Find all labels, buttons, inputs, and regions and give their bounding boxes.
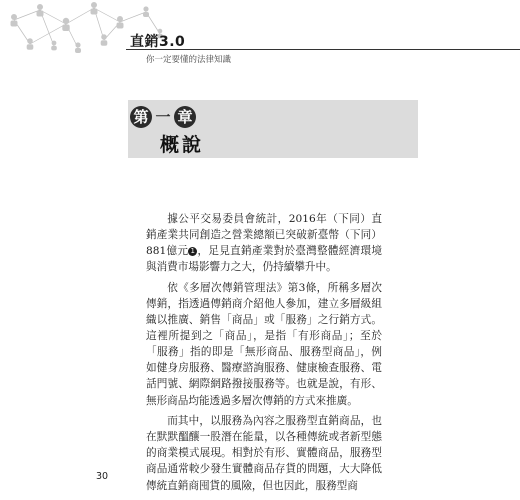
chapter-badge-char: 一: [155, 108, 171, 126]
header-rule: [126, 49, 520, 50]
body-text: [146, 211, 382, 498]
chapter-badge: [130, 104, 200, 132]
series-title: 直銷3.0: [130, 34, 186, 50]
network-people-decoration: [0, 0, 175, 60]
paragraph-text: 依《多層次傳銷管理法》第3條，所稱多層次傳銷，指透過傳銷商介紹他人參加，建立多層級組織以推廣、銷售「商品」或「服務」之行銷方式。這裡所提到之「商品」，是指「有形商品」；至於「服務」指的即是「無形商品、服務型商品」，例如健身房服務、醫療諮詢服務、健康檢查服務、電話門號、網際網路撥接服務等。也就是說，有形、無形商品均能透過多層次傳銷的方式來推廣。: [146, 281, 382, 407]
paragraph-text: 而其中，以服務為內容之服務型直銷商品，也在默默醞釀一股潛在能量，以各種傳統或者新型態的商業模式展現。相對於有形、實體商品，服務型商品通常較少發生實體商品存貨的問題，大大降低傳統直銷商囤貨的風險，但也因此，服務型商: [146, 415, 382, 492]
running-header: [0, 0, 520, 70]
paragraph-text: ，足見直銷產業對於臺灣整體經濟環境與消費市場影響力之大，仍持續攀升中。: [146, 245, 382, 274]
page-number: 30: [96, 471, 109, 482]
chapter-title: 概說: [160, 134, 205, 156]
chapter-badge-char: 第: [130, 106, 152, 128]
footnote-marker[interactable]: 1: [188, 247, 197, 256]
series-subtitle: 你一定要懂的法律知識: [146, 55, 232, 65]
paragraph: [146, 280, 382, 409]
paragraph: [146, 211, 382, 275]
chapter-badge-char: 章: [174, 106, 196, 128]
paragraph-text: 據公平交易委員會統計，2016年（下同）直銷產業共同創造之營業總額已突破新臺幣（下同）881億元: [146, 213, 382, 258]
paragraph: [146, 413, 382, 493]
